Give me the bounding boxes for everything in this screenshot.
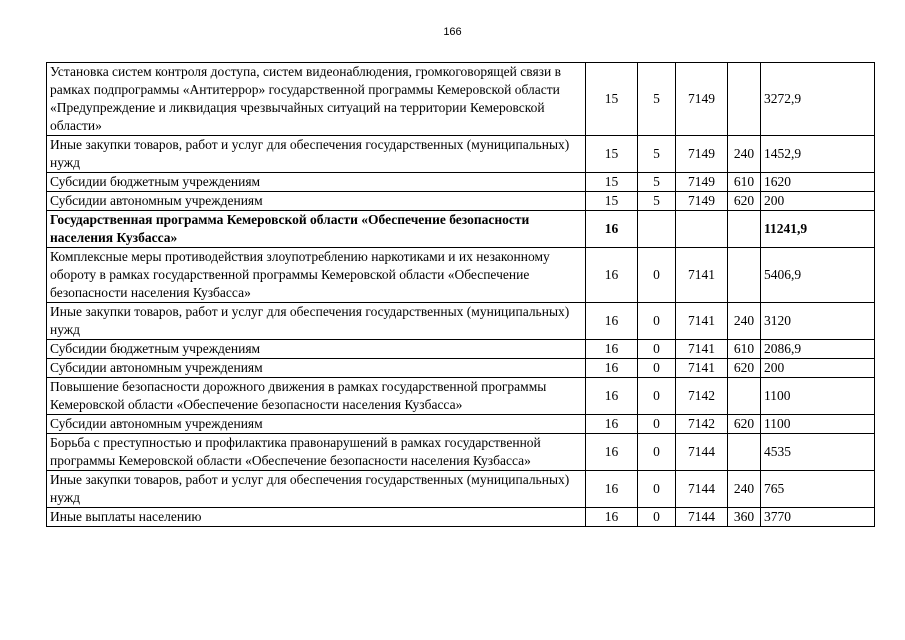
row-section-cell: 16 <box>586 359 638 378</box>
row-expense-type-cell <box>728 378 761 415</box>
row-subsection-cell: 0 <box>638 248 676 303</box>
table-row <box>47 434 875 471</box>
row-expense-type-cell: 240 <box>728 471 761 508</box>
row-amount-cell: 1100 <box>761 378 875 415</box>
row-target-cell: 7149 <box>676 63 728 136</box>
row-target-cell: 7149 <box>676 173 728 192</box>
row-name-cell: Комплексные меры противодействия злоупотреблению наркотиками и их незаконному обороту в рамках государственной программы Кемеровской области «Обеспечение безопасности населения Кузбасса» <box>47 248 586 303</box>
table-row <box>47 359 875 378</box>
row-expense-type-cell <box>728 63 761 136</box>
row-section-cell: 16 <box>586 248 638 303</box>
row-amount-cell: 1620 <box>761 173 875 192</box>
page-number: 166 <box>443 26 462 38</box>
row-name-cell: Субсидии автономным учреждениям <box>47 192 586 211</box>
row-expense-type-cell <box>728 211 761 248</box>
row-target-cell: 7142 <box>676 415 728 434</box>
row-target-cell: 7141 <box>676 359 728 378</box>
row-subsection-cell: 5 <box>638 173 676 192</box>
row-amount-cell: 1452,9 <box>761 136 875 173</box>
row-amount-cell: 3120 <box>761 303 875 340</box>
budget-table-body <box>47 63 875 527</box>
row-expense-type-cell: 610 <box>728 173 761 192</box>
row-name-cell: Субсидии бюджетным учреждениям <box>47 173 586 192</box>
row-target-cell: 7149 <box>676 136 728 173</box>
row-target-cell: 7149 <box>676 192 728 211</box>
row-amount-cell: 765 <box>761 471 875 508</box>
row-section-cell: 15 <box>586 63 638 136</box>
row-expense-type-cell <box>728 434 761 471</box>
row-subsection-cell: 0 <box>638 340 676 359</box>
row-expense-type-cell: 240 <box>728 303 761 340</box>
row-name-cell: Установка систем контроля доступа, систем видеонаблюдения, громкоговорящей связи в рамках подпрограммы «Антитеррор» государственной программы Кемеровской области «Предупреждение и ликвидация чрезвычайных ситуаций на территории Кемеровской области» <box>47 63 586 136</box>
row-section-cell: 16 <box>586 211 638 248</box>
row-subsection-cell: 0 <box>638 471 676 508</box>
row-name-cell: Иные закупки товаров, работ и услуг для обеспечения государственных (муниципальных) нужд <box>47 136 586 173</box>
row-subsection-cell: 0 <box>638 378 676 415</box>
row-section-cell: 16 <box>586 378 638 415</box>
table-row <box>47 340 875 359</box>
row-target-cell: 7144 <box>676 508 728 527</box>
row-name-cell: Субсидии бюджетным учреждениям <box>47 340 586 359</box>
table-row <box>47 173 875 192</box>
row-target-cell: 7141 <box>676 248 728 303</box>
row-name-cell: Субсидии автономным учреждениям <box>47 359 586 378</box>
row-expense-type-cell: 620 <box>728 415 761 434</box>
table-row <box>47 471 875 508</box>
row-target-cell: 7144 <box>676 434 728 471</box>
row-target-cell: 7141 <box>676 303 728 340</box>
table-row <box>47 415 875 434</box>
row-subsection-cell: 5 <box>638 192 676 211</box>
row-name-cell: Иные закупки товаров, работ и услуг для обеспечения государственных (муниципальных) нужд <box>47 303 586 340</box>
row-amount-cell: 200 <box>761 192 875 211</box>
row-target-cell: 7144 <box>676 471 728 508</box>
row-amount-cell: 5406,9 <box>761 248 875 303</box>
row-expense-type-cell <box>728 248 761 303</box>
row-amount-cell: 200 <box>761 359 875 378</box>
row-subsection-cell: 0 <box>638 359 676 378</box>
row-section-cell: 16 <box>586 471 638 508</box>
table-row <box>47 303 875 340</box>
row-subsection-cell: 0 <box>638 303 676 340</box>
row-expense-type-cell: 240 <box>728 136 761 173</box>
row-subsection-cell: 0 <box>638 415 676 434</box>
table-row <box>47 192 875 211</box>
table-row <box>47 508 875 527</box>
table-row <box>47 248 875 303</box>
row-section-cell: 15 <box>586 192 638 211</box>
row-amount-cell: 3770 <box>761 508 875 527</box>
row-amount-cell: 11241,9 <box>761 211 875 248</box>
row-section-cell: 16 <box>586 434 638 471</box>
row-name-cell: Государственная программа Кемеровской области «Обеспечение безопасности населения Кузбасса» <box>47 211 586 248</box>
table-row <box>47 63 875 136</box>
row-amount-cell: 4535 <box>761 434 875 471</box>
table-row <box>47 378 875 415</box>
row-section-cell: 16 <box>586 303 638 340</box>
row-expense-type-cell: 360 <box>728 508 761 527</box>
row-section-cell: 16 <box>586 508 638 527</box>
row-section-cell: 15 <box>586 136 638 173</box>
row-subsection-cell: 5 <box>638 136 676 173</box>
row-amount-cell: 3272,9 <box>761 63 875 136</box>
row-target-cell: 7141 <box>676 340 728 359</box>
row-amount-cell: 2086,9 <box>761 340 875 359</box>
row-name-cell: Иные выплаты населению <box>47 508 586 527</box>
row-subsection-cell: 0 <box>638 508 676 527</box>
row-section-cell: 16 <box>586 340 638 359</box>
table-row <box>47 211 875 248</box>
row-expense-type-cell: 610 <box>728 340 761 359</box>
row-expense-type-cell: 620 <box>728 192 761 211</box>
row-expense-type-cell: 620 <box>728 359 761 378</box>
row-name-cell: Повышение безопасности дорожного движения в рамках государственной программы Кемеровской области «Обеспечение безопасности населения Кузбасса» <box>47 378 586 415</box>
row-amount-cell: 1100 <box>761 415 875 434</box>
budget-table <box>46 62 875 527</box>
row-subsection-cell: 0 <box>638 434 676 471</box>
row-target-cell <box>676 211 728 248</box>
row-subsection-cell <box>638 211 676 248</box>
row-section-cell: 16 <box>586 415 638 434</box>
table-row <box>47 136 875 173</box>
row-subsection-cell: 5 <box>638 63 676 136</box>
row-name-cell: Иные закупки товаров, работ и услуг для обеспечения государственных (муниципальных) нужд <box>47 471 586 508</box>
row-name-cell: Борьба с преступностью и профилактика правонарушений в рамках государственной программы Кемеровской области «Обеспечение безопасности населения Кузбасса» <box>47 434 586 471</box>
row-name-cell: Субсидии автономным учреждениям <box>47 415 586 434</box>
row-section-cell: 15 <box>586 173 638 192</box>
row-target-cell: 7142 <box>676 378 728 415</box>
